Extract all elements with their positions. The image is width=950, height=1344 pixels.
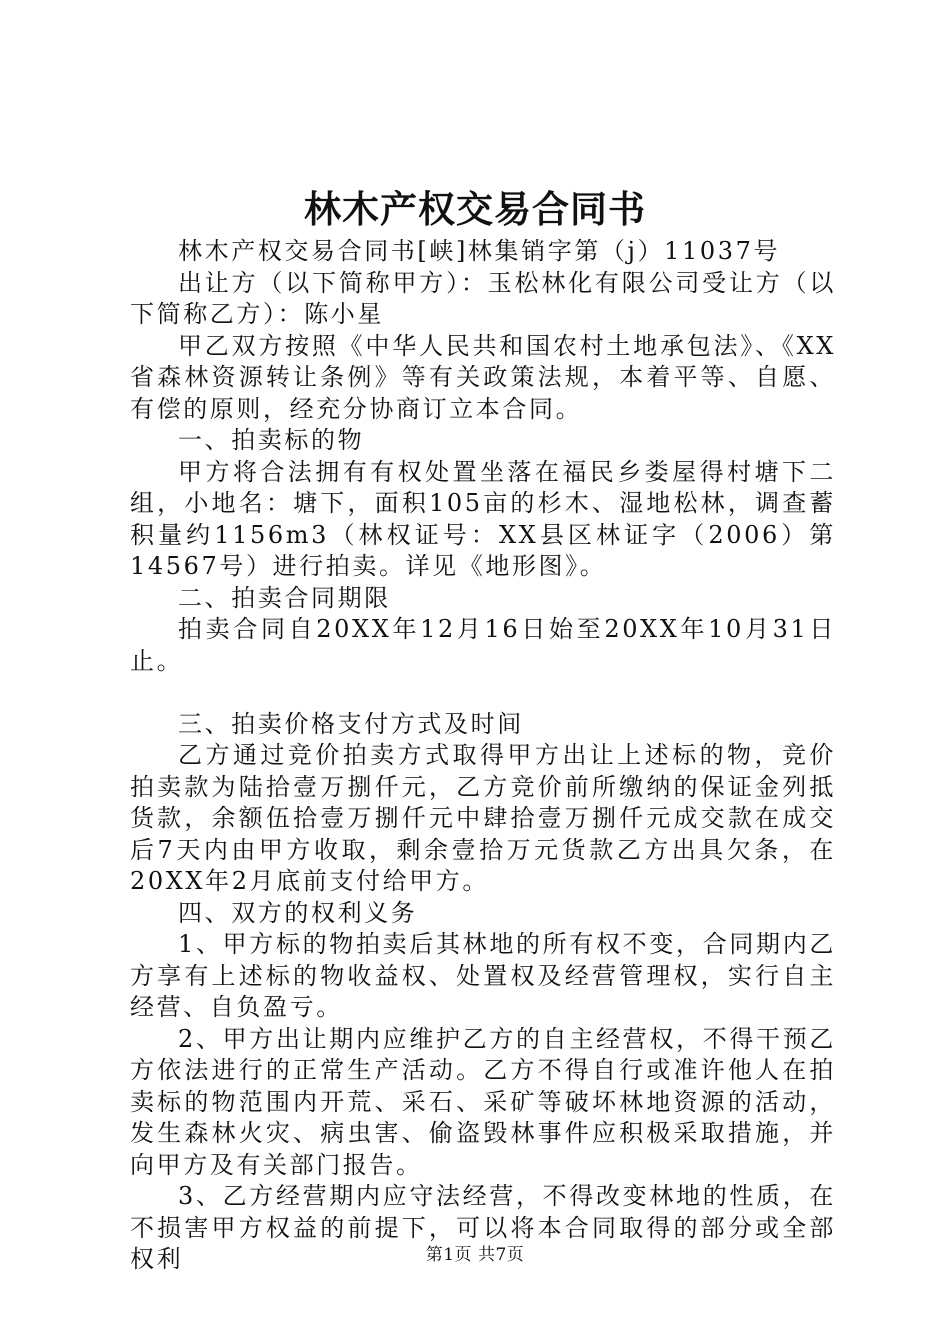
section-heading-2: 二、拍卖合同期限 bbox=[178, 583, 391, 612]
preamble-paragraph: 甲乙双方按照《中华人民共和国农村土地承包法》、《XX省森林资源转让条例》等有关政策法规，本着平等、自愿、有偿的原则，经充分协商订立本合同。 bbox=[130, 331, 836, 423]
document-title: 林木产权交易合同书 bbox=[304, 187, 646, 231]
section-3-paragraph: 乙方通过竞价拍卖方式取得甲方出让上述标的物，竞价拍卖款为陆拾壹万捌仟元，乙方竞价前所缴纳的保证金列抵货款，余额伍拾壹万捌仟元中肆拾壹万捌仟元成交款在成交后7天内由甲方收取，剩余壹拾万元货款乙方出具欠条，在20XX年2月底前支付给甲方。 bbox=[130, 741, 836, 895]
section-2-paragraph: 拍卖合同自20XX年12月16日始至20XX年10月31日止。 bbox=[130, 615, 836, 675]
section-4-item-3: 3、乙方经营期内应守法经营，不得改变林地的性质，在不损害甲方权益的前提下，可以将本合同取得的部分或全部权利 bbox=[130, 1182, 836, 1273]
section-heading-1: 一、拍卖标的物 bbox=[178, 426, 365, 454]
section-heading-4: 四、双方的权利义务 bbox=[178, 898, 418, 927]
page-footer: 第1页 共7页 bbox=[425, 1245, 525, 1265]
contract-number-line: 林木产权交易合同书[峡]林集销字第（j）11037号 bbox=[178, 237, 781, 265]
section-1-paragraph: 甲方将合法拥有有权处置坐落在福民乡娄屋得村塘下二组，小地名：塘下，面积105亩的杉木、湿地松林，调查蓄积量约1156m3（林权证号：XX县区林证字（2006）第14567号）进行拍卖。详见《地形图》。 bbox=[130, 457, 836, 580]
section-heading-3: 三、拍卖价格支付方式及时间 bbox=[178, 709, 524, 738]
document-body bbox=[130, 236, 836, 1276]
section-4-item-2: 2、甲方出让期内应维护乙方的自主经营权，不得干预乙方依法进行的正常生产活动。乙方不得自行或准许他人在拍卖标的物范围内开荒、采石、采矿等破坏林地资源的活动，发生森林火灾、病虫害、偷盗毁林事件应积极采取措施，并向甲方及有关部门报告。 bbox=[130, 1024, 836, 1179]
parties-paragraph: 出让方（以下简称甲方）：玉松林化有限公司受让方（以下简称乙方）：陈小星 bbox=[130, 268, 836, 328]
section-4-item-1: 1、甲方标的物拍卖后其林地的所有权不变，合同期内乙方享有上述标的物收益权、处置权及经营管理权，实行自主经营、自负盈亏。 bbox=[130, 930, 836, 1021]
